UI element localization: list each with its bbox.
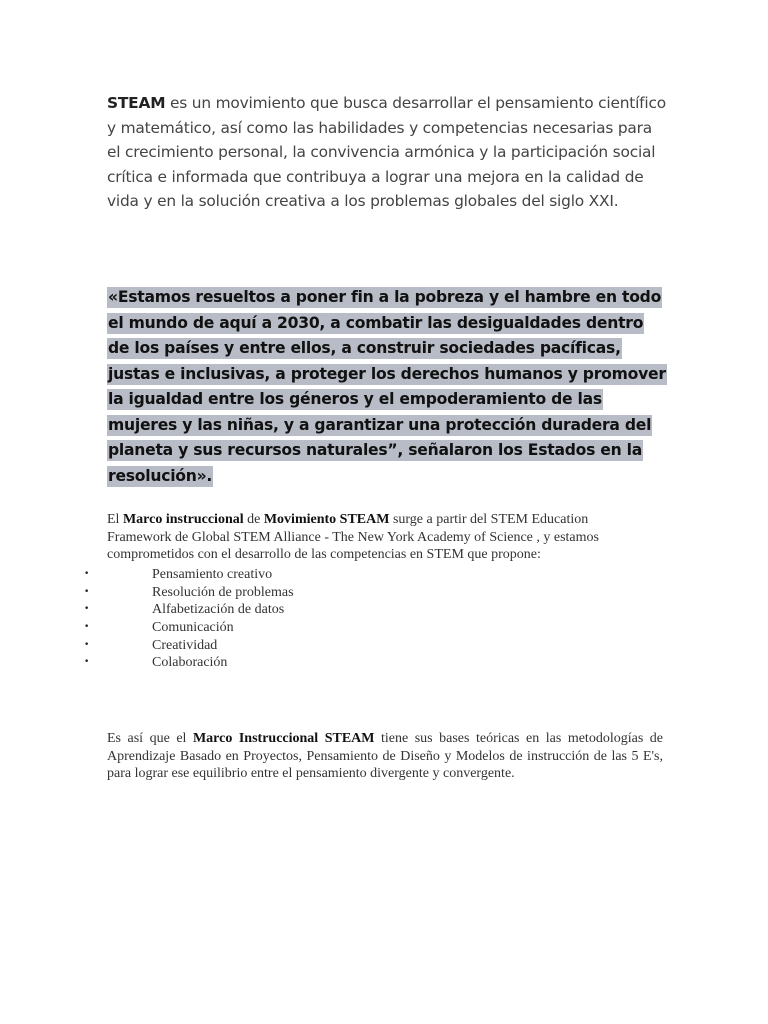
list-item-text: Comunicación xyxy=(152,620,234,636)
bullet-icon: • xyxy=(84,569,90,579)
bases-paragraph xyxy=(107,730,663,783)
list-item-text: Pensamiento creativo xyxy=(152,567,273,582)
bases-text-2: tiene sus bases teóricas en las metodologías de Aprendizaje Basado en Proyectos, Pensamiento de Diseño y Modelos de instrucción de las 5 E's, para lograr ese equilibrio entre el pensamiento divergente y convergente. xyxy=(107,731,663,782)
bullet-icon: • xyxy=(84,622,90,633)
intro-text: es un movimiento que busca desarrollar el pensamiento científico y matemático, así como las habilidades y competencias necesarias para el crecimiento personal, la convivencia armónica y la participación social crítica e informada que contribuya a lograr una mejora en la calidad de vida y en la solución creativa a los problemas globales del siglo XXI. xyxy=(107,94,666,211)
list-item-text: Alfabetización de datos xyxy=(152,602,285,618)
bullet-icon: • xyxy=(84,639,90,650)
list-item-text: Colaboración xyxy=(152,655,228,671)
bullet-icon: • xyxy=(84,657,90,668)
list-item-text: Creatividad xyxy=(152,637,218,653)
marco-text-3: surge a partir del STEM Education Framework de Global STEM Alliance - The New York Academy of Science , y estamos comprometidos con el desarrollo de las competencias en STEM que propone: xyxy=(107,512,599,563)
highlighted-quote xyxy=(107,285,667,489)
marco-text-1: El xyxy=(107,512,123,527)
bullet-icon: • xyxy=(84,604,90,615)
bullet-icon: • xyxy=(84,586,90,597)
marco-paragraph xyxy=(107,511,655,564)
marco-text-2: de xyxy=(243,512,264,527)
intro-lead-term: STEAM xyxy=(107,94,166,112)
bases-text-1: Es así que el xyxy=(107,731,193,746)
intro-paragraph xyxy=(107,91,667,214)
list-item-text: Resolución de problemas xyxy=(152,584,294,600)
quote-text: «Estamos resueltos a poner fin a la pobreza y el hambre en todo el mundo de aquí a 2030, a combatir las desigualdades dentro de los países y entre ellos, a construir sociedades pacíficas, justas e inclusivas, a proteger los derechos humanos y promover la igualdad entre los géneros y el empoderamiento de las mujeres y las niñas, y a garantizar una protección duradera del planeta y sus recursos naturales”, señalaron los Estados en la resolución». xyxy=(108,288,666,485)
bases-bold-1: Marco Instruccional STEAM xyxy=(192,731,375,746)
marco-bold-2: Movimiento STEAM xyxy=(263,512,390,527)
marco-bold-1: Marco instruccional xyxy=(122,512,244,527)
